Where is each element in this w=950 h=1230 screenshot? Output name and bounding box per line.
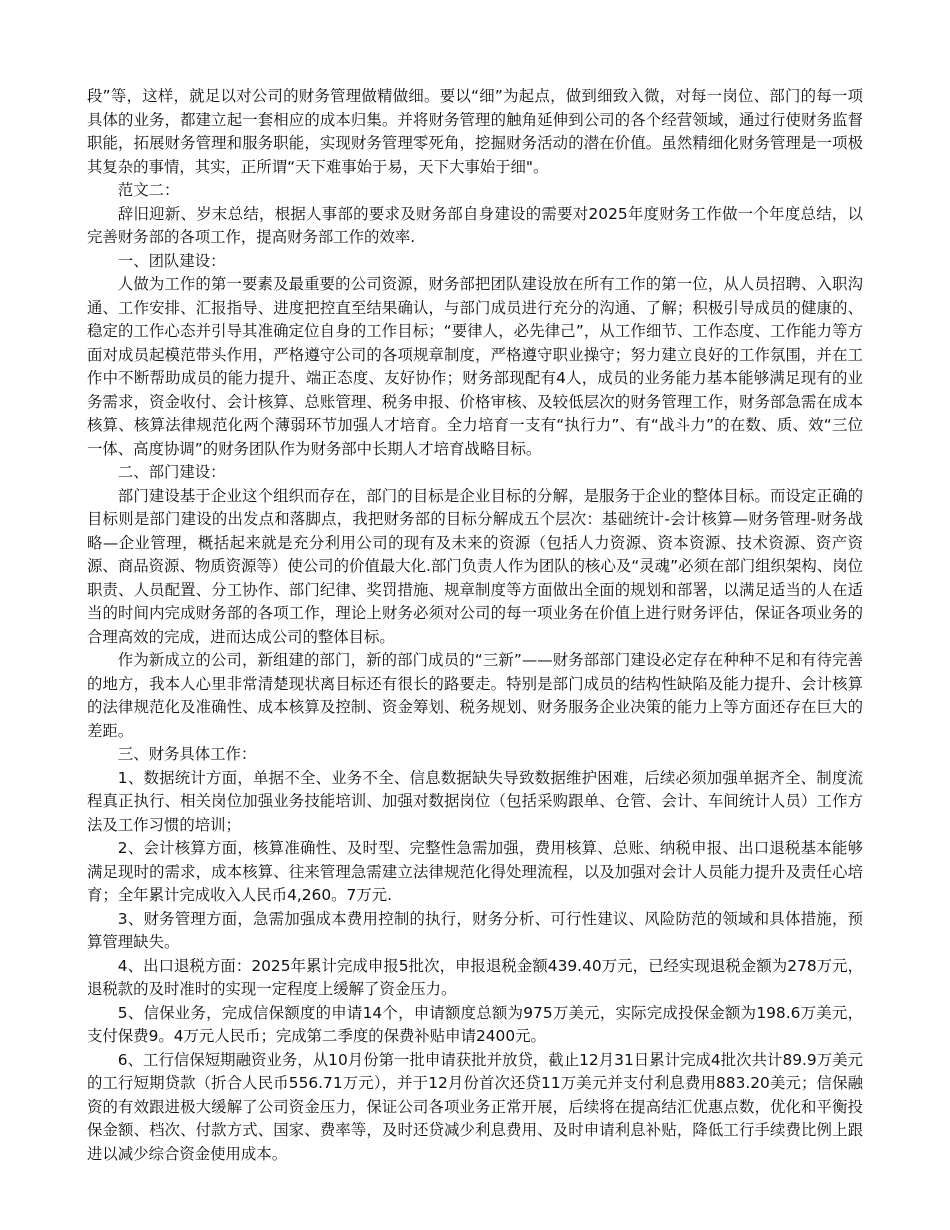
section-heading-finance-work: 三、财务具体工作： bbox=[117, 745, 257, 763]
paragraph-team-building: 人做为工作的第一要素及最重要的公司资源，财务部把团队建设放在所有工作的第一位，从人员招聘、入职沟通、工作安排、汇报指导、进度把控直至结果确认，与部门成员进行充分的沟通、了解；积极引导成员的健康的、稳定的工作心态并引导其准确定位自身的工作目标；“要律人，必先律己”，从工作细节、工作态度、工作能力等方面对成员起模范带头作用，严格遵守公司的各项规章制度，严格遵守职业操守；努力建立良好的工作氛围，并在工作中不断帮助成员的能力提升、端正态度、友好协作；财务部现配有4人，成员的业务能力基本能够满足现有的业务需求，资金收付、会计核算、总账管理、税务申报、价格审核、及较低层次的财务管理工作，财务部急需在成本核算、核算法律规范化两个薄弱环节加强人才培育。全力培育一支有“执行力”、有“战斗力”的在数、质、效“三位一体、高度协调”的财务团队作为财务部中长期人才培育战略目标。 bbox=[87, 275, 863, 458]
paragraph-department-goals: 部门建设基于企业这个组织而存在，部门的目标是企业目标的分解，是服务于企业的整体目标。而设定正确的目标则是部门建设的出发点和落脚点，我把财务部的目标分解成五个层次：基础统计-会计核算—财务管理-财务战略—企业管理，概括起来就是充分利用公司的现有及未来的资源（包括人力资源、资本资源、技术资源、资产资源、商品资源、物质资源等）使公司的价值最大化.部门负责人作为团队的核心及“灵魂”必须在部门组织架构、岗位职责、人员配置、分工协作、部门纪律、奖罚措施、规章制度等方面做出全面的规划和部署，以满足适当的人在适当的时间内完成财务部的各项工作，理论上财务必须对公司的每一项业务在价值上进行财务评估，保证各项业务的合理高效的完成，进而达成公司的整体目标。 bbox=[87, 486, 863, 646]
section-heading-team-building: 一、团队建设： bbox=[117, 251, 226, 270]
paragraph-year-end-summary: 辞旧迎新、岁末总结，根据人事部的要求及财务部自身建设的需要对2025年度财务工作做一个年度总结，以完善财务部的各项工作，提高财务部工作的效率. bbox=[87, 204, 863, 246]
list-item-data-statistics: 1、数据统计方面，单据不全、业务不全、信息数据缺失导致数据维护困难，后续必须加强单据齐全、制度流程真正执行、相关岗位加强业务技能培训、加强对数据岗位（包括采购跟单、仓管、会计、车间统计人员）工作方法及工作习惯的培训； bbox=[87, 768, 863, 834]
list-item-accounting: 2、会计核算方面，核算准确性、及时型、完整性急需加强，费用核算、总账、纳税申报、出口退税基本能够满足现时的需求，成本核算、往来管理急需建立法律规范化得处理流程，以及加强对会计人员能力提升及责任心培育；全年累计完成收入人民币4,260。7万元. bbox=[87, 839, 863, 904]
list-item-export-tax-rebate: 4、出口退税方面：2025年累计完成申报5批次，申报退税金额439.40万元，已经实现退税金额为278万元，退税款的及时准时的实现一定程度上缓解了资金压力。 bbox=[87, 956, 863, 998]
paragraph-department-gaps: 作为新成立的公司，新组建的部门，新的部门成员的“三新”——财务部部门建设必定存在种种不足和有待完善的地方，我本人心里非常清楚现状离目标还有很长的路要走。特别是部门成员的结构性缺陷及能力提升、会计核算的法律规范化及准确性、成本核算及控制、资金筹划、税务规划、财务服务企业决策的能力上等方面还存在巨大的差距。 bbox=[87, 651, 863, 740]
list-item-credit-insurance: 5、信保业务，完成信保额度的申请14个，申请额度总额为975万美元，实际完成投保金额为198.6万美元，支付保费9。4万元人民币；完成第二季度的保费补贴申请2400元。 bbox=[87, 1003, 863, 1045]
paragraph-intro-continuation: 段”等，这样，就足以对公司的财务管理做精做细。要以“细”为起点，做到细致入微，对每一岗位、部门的每一项具体的业务，都建立起一套相应的成本归集。并将财务管理的触角延伸到公司的各个经营领域，通过行使财务监督职能，拓展财务管理和服务职能，实现财务管理零死角，挖掘财务活动的潜在价值。虽然精细化财务管理是一项极其复杂的事情，其实，正所谓“天下难事始于易，天下大事始于细"。 bbox=[87, 87, 863, 176]
document-page bbox=[87, 85, 863, 1166]
list-item-short-term-financing: 6、工行信保短期融资业务，从10月份第一批申请获批并放贷，截止12月31日累计完成4批次共计89.9万美元的工行短期贷款（折合人民币556.71万元），并于12月份首次还贷11万美元并支付利息费用883.20美元；信保融资的有效跟进极大缓解了公司资金压力，保证公司各项业务正常开展，后续将在提高结汇优惠点数，优化和平衡投保金额、档次、付款方式、国家、费率等，及时还贷减少利息费用、及时申请利息补贴，降低工行手续费比例上跟进以减少综合资金使用成本。 bbox=[87, 1050, 863, 1163]
list-item-financial-management: 3、财务管理方面，急需加强成本费用控制的执行，财务分析、可行性建议、风险防范的领域和具体措施，预算管理缺失。 bbox=[87, 909, 863, 951]
section-heading-department-building: 二、部门建设： bbox=[117, 463, 226, 481]
section-heading-sample-two: 范文二： bbox=[117, 181, 180, 199]
